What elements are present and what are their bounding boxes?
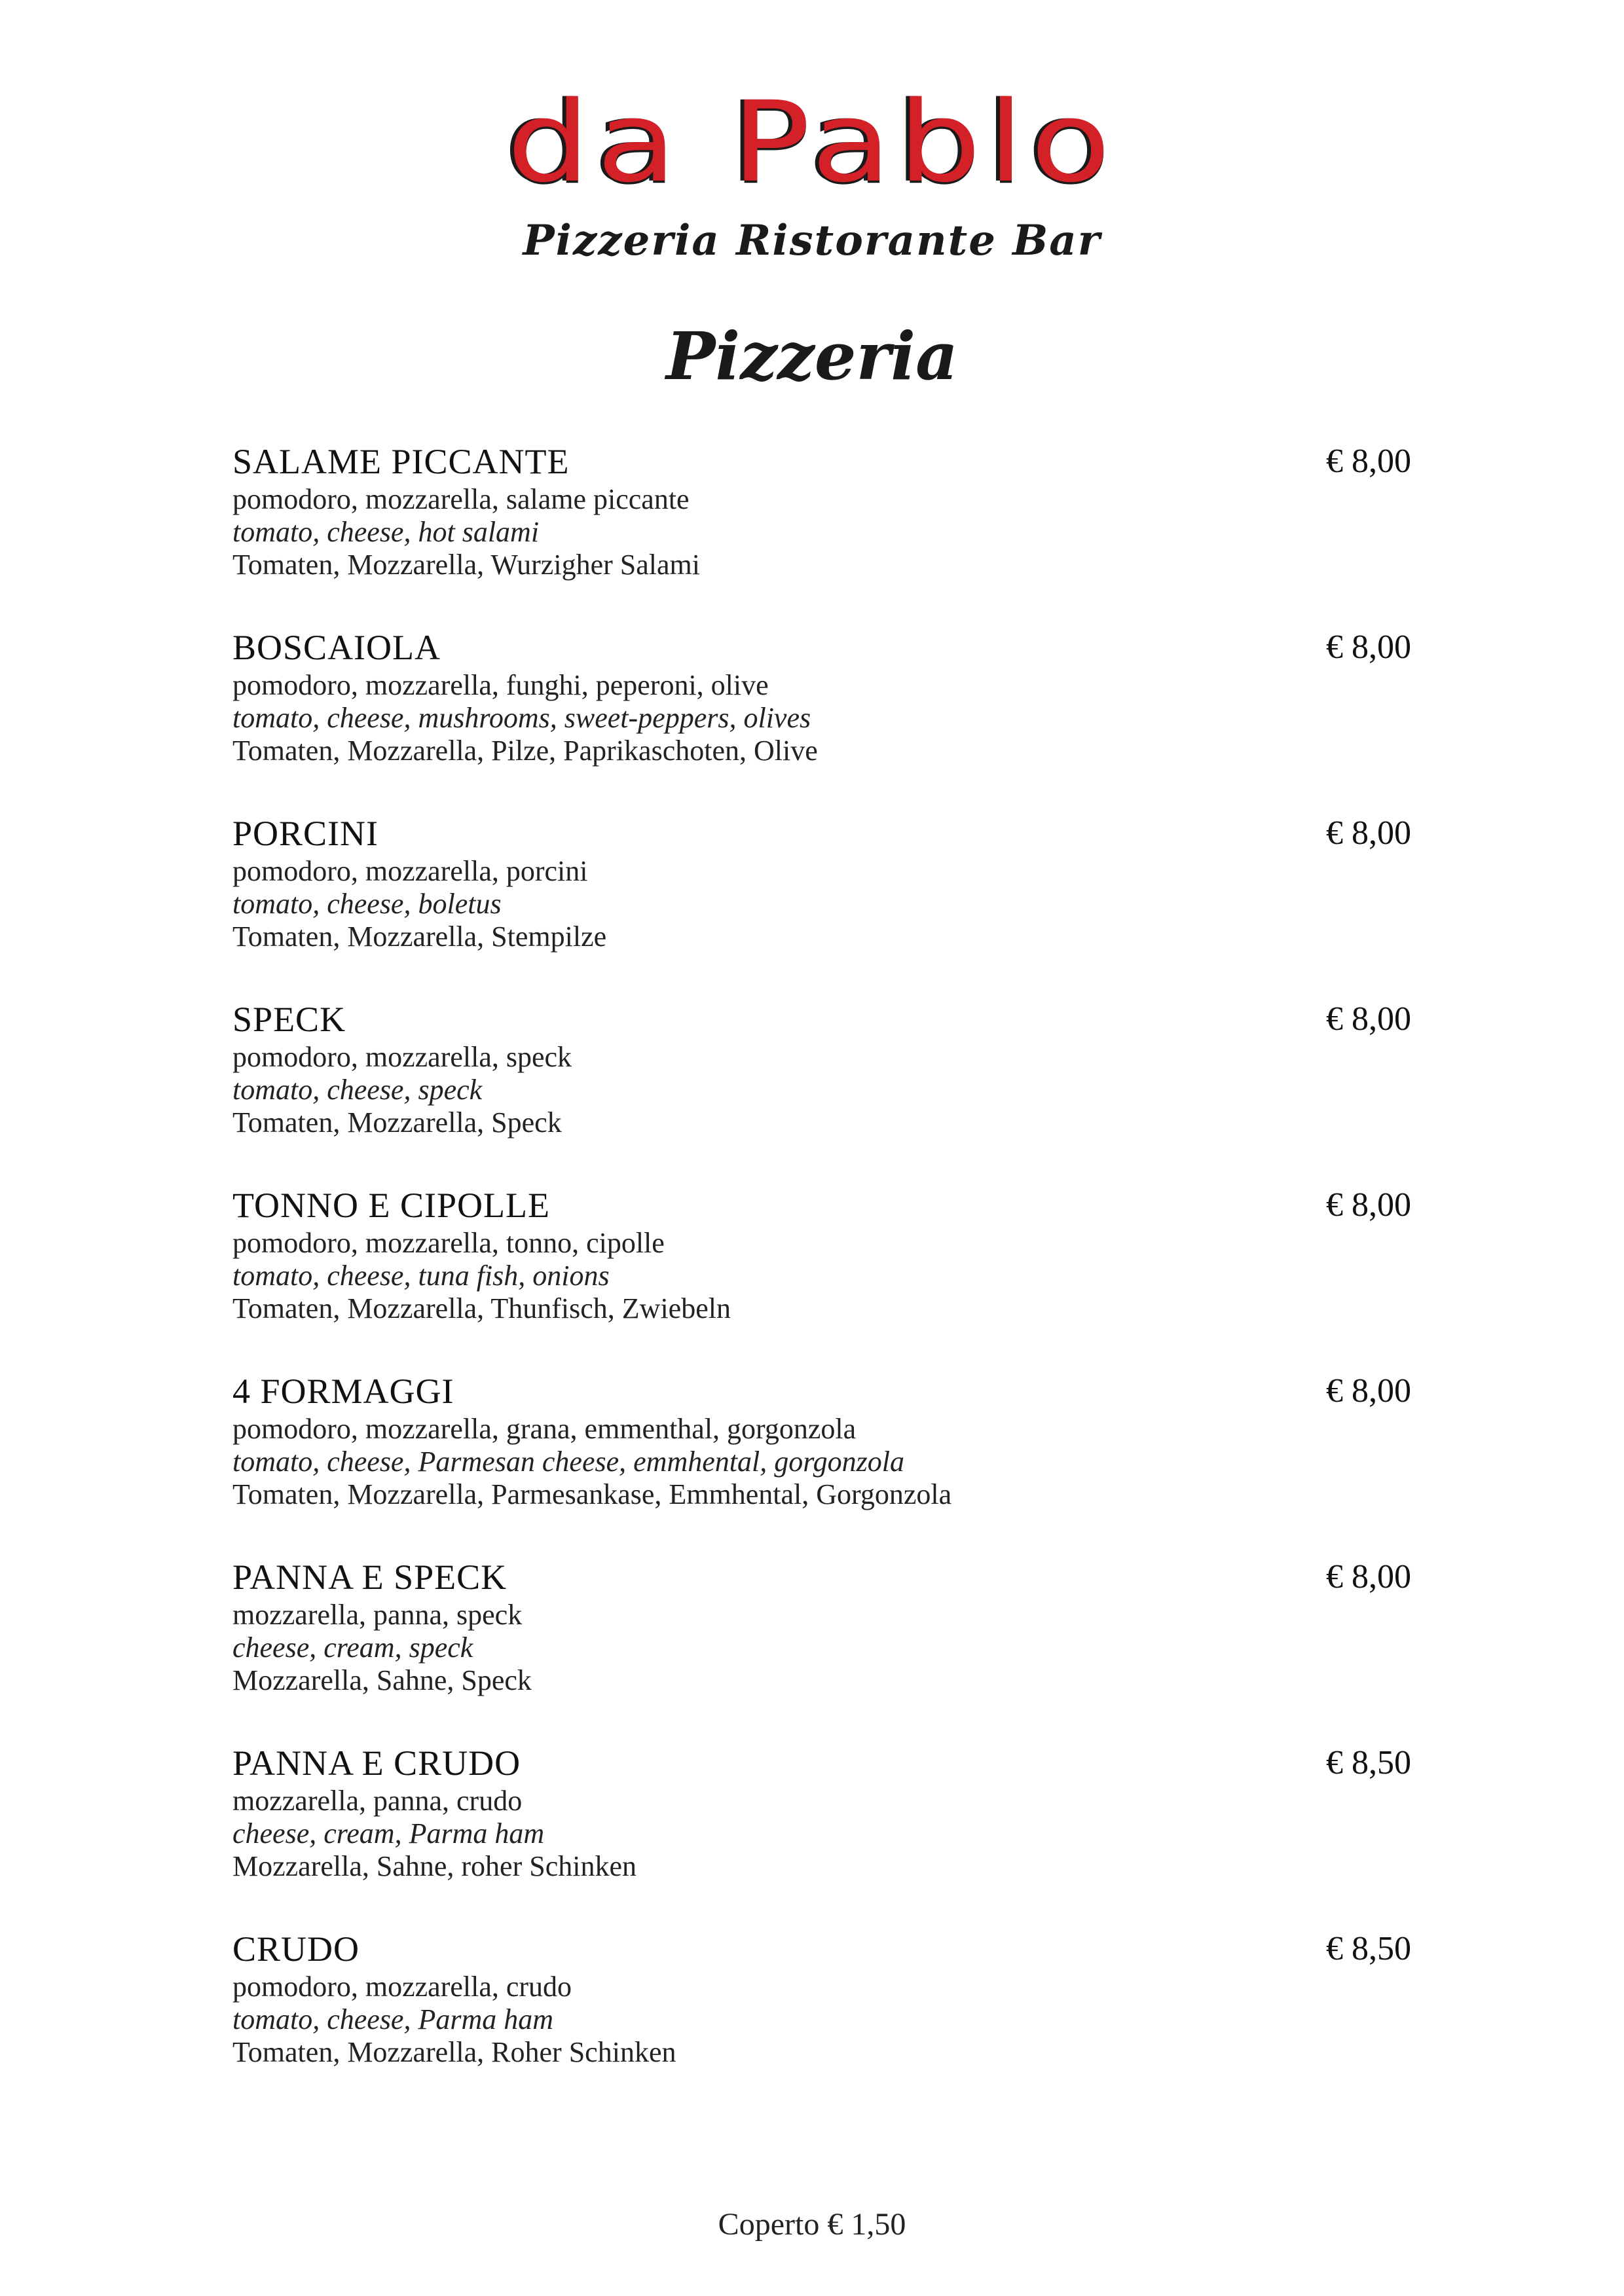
ingredients-english: tomato, cheese, hot salami <box>232 516 540 548</box>
ingredients-english: tomato, cheese, Parmesan cheese, emmhental, gorgonzola <box>232 1446 905 1478</box>
menu-item-price: € 8,00 <box>1326 1558 1411 1595</box>
menu-item-name: BOSCAIOLA <box>232 628 441 667</box>
menu-item <box>232 1927 1411 2113</box>
menu-item-price: € 8,50 <box>1326 1744 1411 1781</box>
ingredients-german: Mozzarella, Sahne, roher Schinken <box>232 1850 637 1882</box>
ingredients-italian: pomodoro, mozzarella, speck <box>232 1041 572 1073</box>
menu-item-name: PORCINI <box>232 814 379 853</box>
restaurant-logo <box>0 77 1624 208</box>
section-title: Pizzeria <box>666 318 958 395</box>
logo-text: da Pablo <box>506 77 1118 208</box>
menu-item-name: TONNO E CIPOLLE <box>232 1186 550 1225</box>
menu-item <box>232 812 1411 998</box>
menu-item-price: € 8,00 <box>1326 443 1411 480</box>
ingredients-italian: mozzarella, panna, speck <box>232 1599 523 1631</box>
menu-item <box>232 1556 1411 1741</box>
menu-item-price: € 8,00 <box>1326 629 1411 666</box>
menu-item-price: € 8,00 <box>1326 1186 1411 1224</box>
menu-item <box>232 626 1411 812</box>
menu-item <box>232 1741 1411 1927</box>
menu-item <box>232 998 1411 1184</box>
menu-item-name: PANNA E CRUDO <box>232 1743 521 1783</box>
ingredients-italian: pomodoro, mozzarella, tonno, cipolle <box>232 1227 665 1259</box>
menu-item-price: € 8,00 <box>1326 814 1411 852</box>
ingredients-english: tomato, cheese, speck <box>232 1074 483 1106</box>
menu-item-price: € 8,00 <box>1326 1000 1411 1038</box>
ingredients-english: tomato, cheese, boletus <box>232 888 502 920</box>
ingredients-german: Mozzarella, Sahne, Speck <box>232 1664 532 1696</box>
ingredients-german: Tomaten, Mozzarella, Stempilze <box>232 920 607 953</box>
ingredients-english: tomato, cheese, Parma ham <box>232 2003 554 2035</box>
menu-item <box>232 1370 1411 1556</box>
ingredients-italian: pomodoro, mozzarella, salame piccante <box>232 483 690 515</box>
menu-item <box>232 440 1411 626</box>
logo-subtitle: Pizzeria Ristorante Bar <box>523 216 1101 265</box>
ingredients-italian: pomodoro, mozzarella, funghi, peperoni, olive <box>232 669 769 701</box>
ingredients-italian: pomodoro, mozzarella, porcini <box>232 855 588 887</box>
pizza-menu-list <box>232 440 1411 2113</box>
menu-item-price: € 8,00 <box>1326 1372 1411 1410</box>
ingredients-german: Tomaten, Mozzarella, Roher Schinken <box>232 2036 676 2068</box>
ingredients-german: Tomaten, Mozzarella, Parmesankase, Emmhental, Gorgonzola <box>232 1478 952 1510</box>
ingredients-german: Tomaten, Mozzarella, Thunfisch, Zwiebeln <box>232 1292 731 1324</box>
menu-item-name: CRUDO <box>232 1929 360 1969</box>
ingredients-german: Tomaten, Mozzarella, Pilze, Paprikaschoten, Olive <box>232 735 818 767</box>
menu-item-name: SALAME PICCANTE <box>232 442 570 481</box>
menu-item <box>232 1184 1411 1370</box>
ingredients-english: tomato, cheese, mushrooms, sweet-peppers, olives <box>232 702 811 734</box>
menu-item-name: 4 FORMAGGI <box>232 1372 454 1411</box>
ingredients-italian: pomodoro, mozzarella, grana, emmenthal, gorgonzola <box>232 1413 857 1445</box>
menu-item-price: € 8,50 <box>1326 1930 1411 1967</box>
menu-item-name: SPECK <box>232 1000 346 1039</box>
menu-item-name: PANNA E SPECK <box>232 1558 507 1597</box>
ingredients-italian: mozzarella, panna, crudo <box>232 1785 523 1817</box>
cover-charge-note: Coperto € 1,50 <box>718 2207 906 2242</box>
ingredients-german: Tomaten, Mozzarella, Wurzigher Salami <box>232 549 700 581</box>
ingredients-english: tomato, cheese, tuna fish, onions <box>232 1260 610 1292</box>
ingredients-english: cheese, cream, Parma ham <box>232 1817 545 1850</box>
ingredients-english: cheese, cream, speck <box>232 1631 473 1664</box>
ingredients-german: Tomaten, Mozzarella, Speck <box>232 1106 562 1139</box>
ingredients-italian: pomodoro, mozzarella, crudo <box>232 1971 572 2003</box>
